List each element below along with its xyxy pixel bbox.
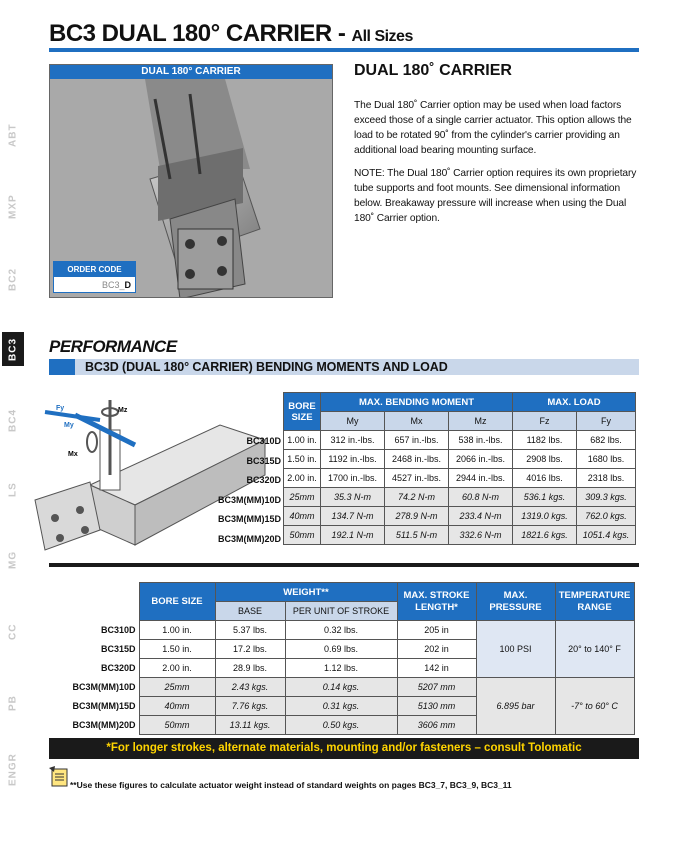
- side-tab-mxp[interactable]: MXP: [7, 194, 19, 220]
- section-divider: [49, 563, 639, 567]
- table-row: BC315D 1.50 in. 17.2 lbs. 0.69 lbs. 202 in: [49, 640, 634, 659]
- col-bore-size-2: BORE SIZE: [139, 583, 215, 621]
- table-row: BC320D 2.00 in. 28.9 lbs. 1.12 lbs. 142 in: [49, 659, 634, 678]
- bending-moment-table: [283, 392, 636, 545]
- col-per-unit: PER UNIT OF STROKE: [285, 602, 397, 621]
- temp-metric: -7° to 60° C: [555, 678, 634, 735]
- description-para-1: The Dual 180˚ Carrier option may be used when load factors exceed those of a single carrier actuator. This option allows the load to be rotated 90˚ from the cylinder's carrier providing an additional load bearing mounting surface.: [354, 100, 632, 156]
- table1-model-labels: BC310D BC315D BC320D BC3M(MM)10D BC3M(MM)15D BC3M(MM)20D: [218, 436, 281, 544]
- col-my: My: [321, 412, 385, 431]
- side-tab-engr[interactable]: ENGR: [7, 753, 19, 787]
- col-weight: WEIGHT**: [215, 583, 397, 602]
- photo-label: DUAL 180° CARRIER: [50, 65, 332, 79]
- side-tab-abt[interactable]: ABT: [7, 123, 19, 147]
- side-tab-pb[interactable]: PB: [7, 695, 19, 711]
- label-mx: Mx: [68, 451, 78, 458]
- pressure-metric: 6.895 bar: [476, 678, 555, 735]
- weight-footnote: **Use these figures to calculate actuator weight instead of standard weights on pages BC3_7, BC3_9, BC3_11: [70, 780, 512, 790]
- temp-imperial: 20° to 140° F: [555, 621, 634, 678]
- description: [354, 62, 639, 234]
- col-mx: Mx: [385, 412, 449, 431]
- side-tab-mg[interactable]: MG: [7, 550, 19, 570]
- side-tab-ls[interactable]: LS: [7, 482, 19, 498]
- description-para-2: NOTE: The Dual 180˚ Carrier option requires its own proprietary tube supports and foot mounts. See dimensional information below. Breakaway pressure will increase when using the Dual 180˚ Carrier option.: [354, 168, 637, 224]
- col-max-load: MAX. LOAD: [513, 393, 636, 412]
- col-fz: Fz: [513, 412, 577, 431]
- title-rule: [49, 48, 639, 52]
- consult-banner: *For longer strokes, alternate materials, mounting and/or fasteners – consult Tolomatic: [49, 738, 639, 759]
- description-heading: DUAL 180˚ CARRIER: [354, 62, 512, 79]
- col-max-pressure: MAX. PRESSURE: [476, 583, 555, 621]
- side-tab-bc2[interactable]: BC2: [7, 267, 19, 291]
- col-max-stroke: MAX. STROKE LENGTH*: [397, 583, 476, 621]
- table-row: BC3M(MM)10D 25mm 2.43 kgs. 0.14 kgs. 5207 mm 6.895 bar -7° to 60° C: [49, 678, 634, 697]
- col-bore-size: BORE SIZE: [284, 393, 321, 431]
- col-max-bending-moment: MAX. BENDING MOMENT: [321, 393, 513, 412]
- table-row: 40mm 134.7 N-m 278.9 N-m 233.4 N-m 1319.0 kgs. 762.0 kgs.: [284, 507, 636, 526]
- table-row: BC3M(MM)15D 40mm 7.76 kgs. 0.31 kgs. 5130 mm: [49, 697, 634, 716]
- performance-heading: PERFORMANCE: [49, 337, 177, 356]
- col-base: BASE: [215, 602, 285, 621]
- table-row: 50mm 192.1 N-m 511.5 N-m 332.6 N-m 1821.6 kgs. 1051.4 kgs.: [284, 526, 636, 545]
- table-row: 1.50 in. 1192 in.-lbs. 2468 in.-lbs. 2066 in.-lbs. 2908 lbs. 1680 lbs.: [284, 450, 636, 469]
- order-code-value: BC3_D: [101, 280, 131, 290]
- col-mz: Mz: [449, 412, 513, 431]
- label-fy: Fy: [56, 405, 65, 412]
- specifications-table: [49, 582, 635, 735]
- label-mz: Mz: [118, 407, 128, 414]
- table-row: 2.00 in. 1700 in.-lbs. 4527 in.-lbs. 2944 in.-lbs. 4016 lbs. 2318 lbs.: [284, 469, 636, 488]
- order-code-box: [53, 261, 136, 293]
- side-tab-bc3[interactable]: BC3: [2, 332, 24, 366]
- order-code-label: ORDER CODE: [54, 262, 135, 277]
- col-temp-range: TEMPERATURE RANGE: [555, 583, 634, 621]
- note-icon: [49, 766, 69, 788]
- performance-subheading: BC3D (DUAL 180° CARRIER) BENDING MOMENTS AND LOAD: [49, 359, 639, 375]
- table-row: BC3M(MM)20D 50mm 13.11 kgs. 0.50 kgs. 3606 mm: [49, 716, 634, 735]
- page-title: [49, 20, 413, 48]
- label-my: My: [64, 422, 74, 429]
- col-fy: Fy: [577, 412, 636, 431]
- table-row: BC310D 1.00 in. 5.37 lbs. 0.32 lbs. 205 in 100 PSI 20° to 140° F: [49, 621, 634, 640]
- pressure-imperial: 100 PSI: [476, 621, 555, 678]
- table-row: 25mm 35.3 N-m 74.2 N-m 60.8 N-m 536.1 kgs. 309.3 kgs.: [284, 488, 636, 507]
- side-tab-cc[interactable]: CC: [7, 623, 19, 641]
- page-title-suffix: All Sizes: [351, 28, 413, 45]
- page-title-main: BC3 DUAL 180° CARRIER -: [49, 20, 346, 47]
- table-row: 1.00 in. 312 in.-lbs. 657 in.-lbs. 538 in.-lbs. 1182 lbs. 682 lbs.: [284, 431, 636, 450]
- side-tab-bc4[interactable]: BC4: [7, 408, 19, 432]
- subheading-marker: [49, 359, 75, 375]
